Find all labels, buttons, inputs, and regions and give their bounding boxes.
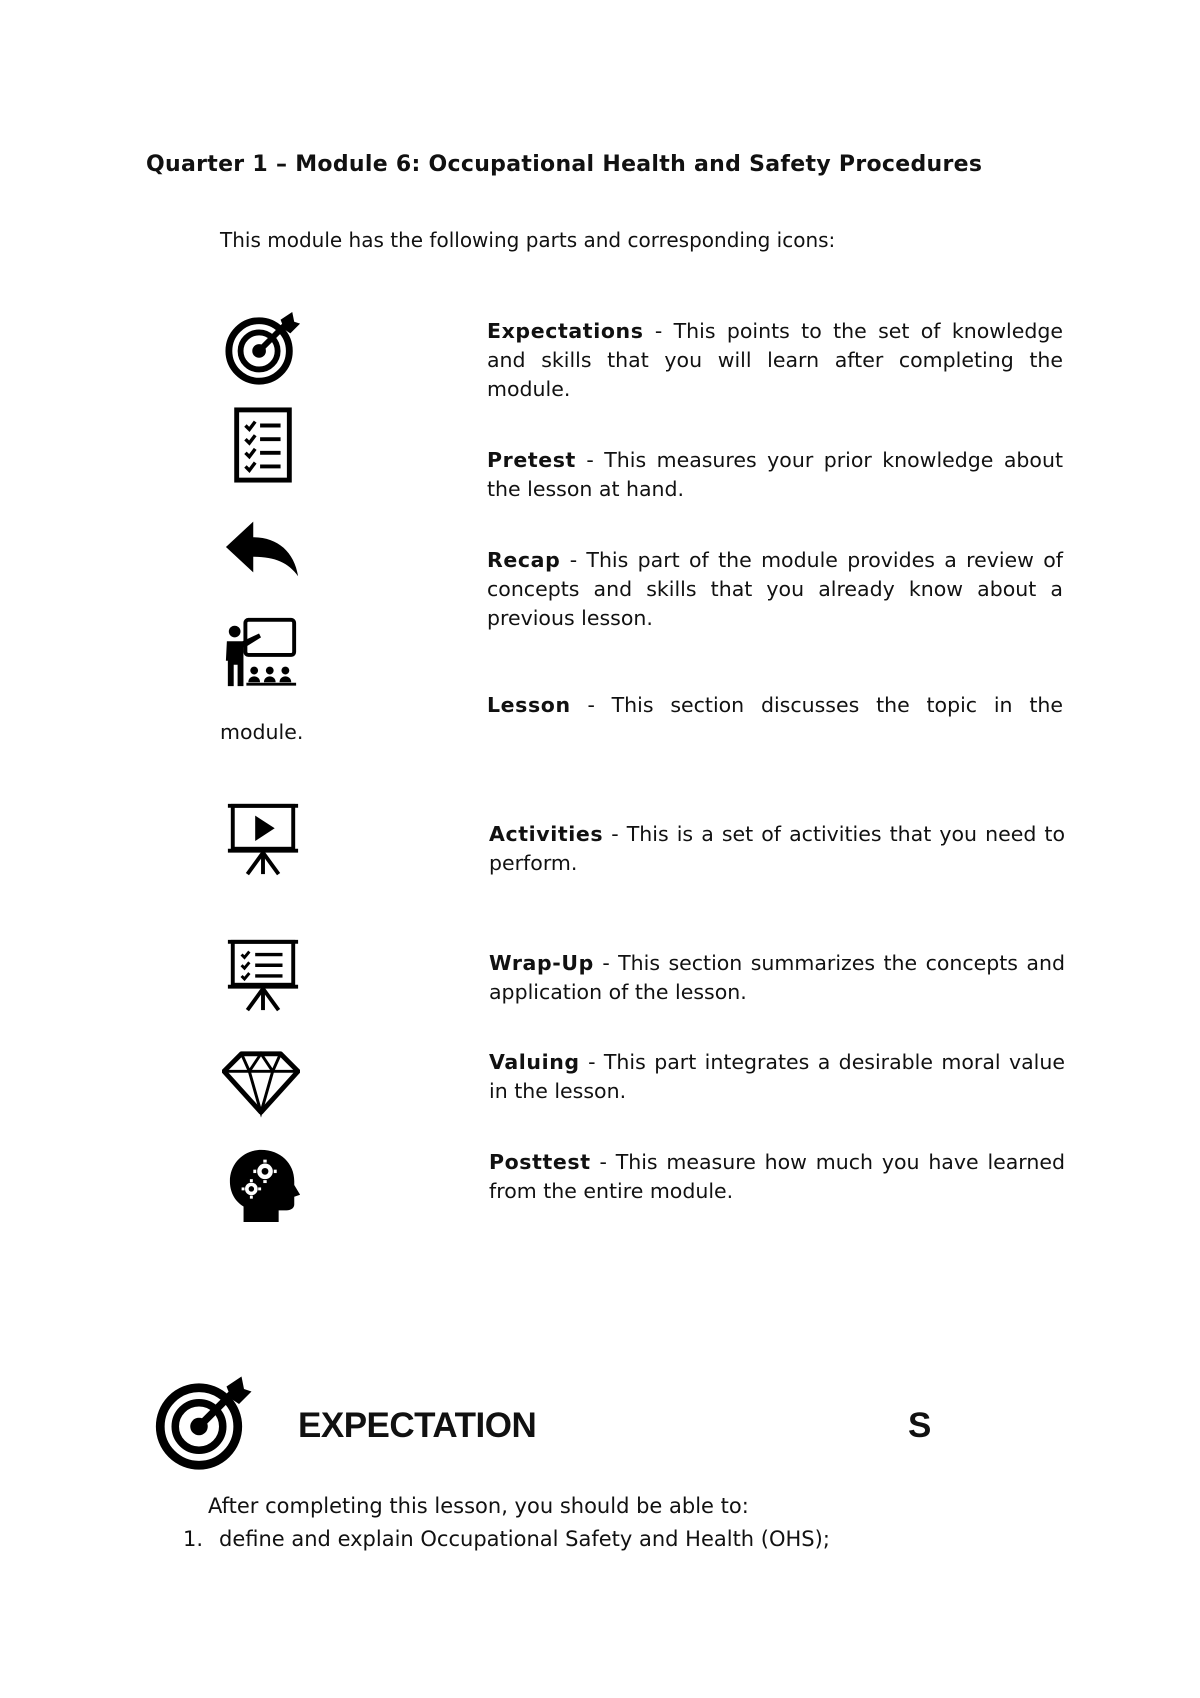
target-icon: [154, 1374, 254, 1474]
part-activities: Activities - This is a set of activities that you need to perform.: [489, 822, 1065, 875]
part-description: This measures your prior knowledge about the lesson at hand.: [487, 448, 1063, 501]
intro-text: This module has the following parts and corresponding icons:: [220, 228, 836, 252]
part-name: Activities: [489, 822, 604, 846]
presentation-checklist-icon: [224, 936, 302, 1014]
objectives-intro: After completing this lesson, you should be able to:: [208, 1494, 749, 1518]
diamond-icon: [222, 1044, 300, 1122]
teacher-presentation-icon: [222, 614, 300, 692]
part-expectations: Expectations - This points to the set of knowledge and skills that you will learn after completing the module.: [487, 319, 1063, 401]
part-pretest: Pretest - This measures your prior knowledge about the lesson at hand.: [487, 448, 1063, 501]
list-item: [183, 1527, 830, 1551]
part-name: Valuing: [489, 1050, 580, 1074]
part-description: This measure how much you have learned from the entire module.: [489, 1150, 1065, 1203]
part-description: This part of the module provides a review of concepts and skills that you already know about a previous lesson.: [487, 548, 1063, 630]
checklist-icon: [224, 406, 302, 484]
part-valuing: Valuing - This part integrates a desirable moral value in the lesson.: [489, 1050, 1065, 1103]
part-name: Lesson: [487, 693, 571, 717]
part-description: This is a set of activities that you need to perform.: [489, 822, 1065, 875]
part-lesson: Lesson - This section discusses the topic in the: [487, 693, 1063, 717]
head-gears-icon: [226, 1146, 304, 1224]
part-description: This points to the set of knowledge and skills that you will learn after completing the module.: [487, 319, 1063, 401]
part-name: Expectations: [487, 319, 644, 343]
part-name: Wrap-Up: [489, 951, 594, 975]
part-description: This section discusses the topic in the: [611, 693, 1063, 717]
page-title: Quarter 1 – Module 6: Occupational Health and Safety Procedures: [146, 152, 983, 177]
part-name: Recap: [487, 548, 561, 572]
part-posttest: Posttest - This measure how much you have learned from the entire module.: [489, 1150, 1065, 1203]
reply-arrow-icon: [224, 508, 302, 586]
part-wrap-up: Wrap-Up - This section summarizes the concepts and application of the lesson.: [489, 951, 1065, 1004]
section-heading: EXPECTATION S: [298, 1406, 931, 1445]
part-name: Pretest: [487, 448, 576, 472]
part-description: This section summarizes the concepts and application of the lesson.: [489, 951, 1065, 1004]
part-recap: Recap - This part of the module provides a review of concepts and skills that you already know about a previous lesson.: [487, 548, 1063, 630]
list-number: 1.: [183, 1527, 204, 1551]
part-name: Posttest: [489, 1150, 591, 1174]
part-description: This part integrates a desirable moral value in the lesson.: [489, 1050, 1065, 1103]
list-text: define and explain Occupational Safety and Health (OHS);: [219, 1527, 830, 1551]
part-lesson-continuation: module.: [220, 720, 304, 744]
target-icon: [224, 310, 302, 388]
presentation-play-icon: [224, 800, 302, 878]
